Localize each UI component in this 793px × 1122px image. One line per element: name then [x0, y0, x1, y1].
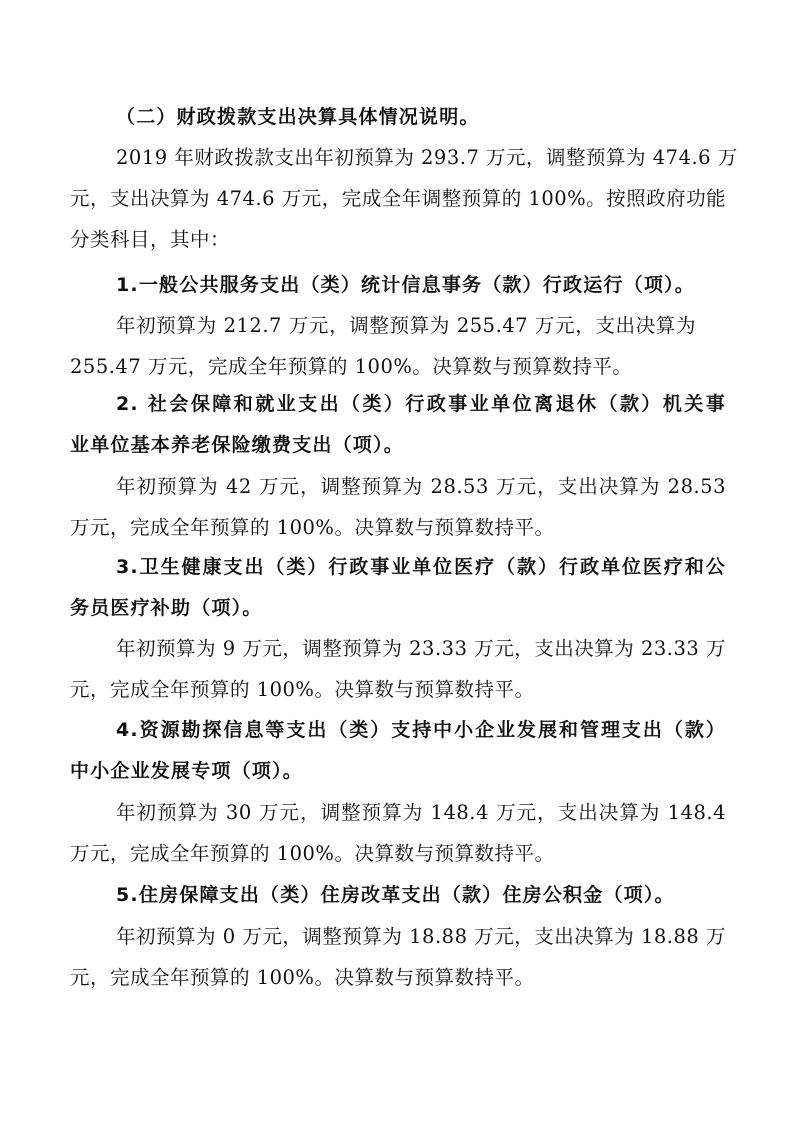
item-1-body-line-1: 年初预算为 212.7 万元，调整预算为 255.47 万元，支出决算为: [116, 314, 696, 337]
intro-line-2: 元，支出决算为 474.6 万元，完成全年调整预算的 100%。按照政府功能: [70, 187, 727, 210]
item-4-heading-line-1: 4.资源勘探信息等支出（类）支持中小企业发展和管理支出（款）: [116, 719, 726, 741]
item-2-body-line-2: 万元，完成全年预算的 100%。决算数与预算数持平。: [70, 516, 555, 539]
item-5-body-line-1: 年初预算为 0 万元，调整预算为 18.88 万元，支出决算为 18.88 万: [116, 925, 726, 948]
item-2-heading-line-2: 业单位基本养老保险缴费支出（项）。: [70, 434, 404, 456]
item-5-heading: 5.住房保障支出（类）住房改革支出（款）住房公积金（项）。: [116, 884, 675, 906]
item-3-body-line-2: 元，完成全年预算的 100%。决算数与预算数持平。: [70, 678, 535, 701]
item-3-heading-line-2: 务员医疗补助（项）。: [70, 597, 263, 619]
item-2-heading-line-1: 2. 社会保障和就业支出（类）行政事业单位离退休（款）机关事: [116, 393, 726, 415]
item-1-heading: 1.一般公共服务支出（类）统计信息事务（款）行政运行（项）。: [116, 274, 695, 296]
intro-line-3: 分类科目，其中：: [70, 228, 231, 251]
item-2-body-line-1: 年初预算为 42 万元，调整预算为 28.53 万元，支出决算为 28.53: [116, 475, 726, 498]
item-4-body-line-2: 万元，完成全年预算的 100%。决算数与预算数持平。: [70, 842, 555, 865]
item-4-body-line-1: 年初预算为 30 万元，调整预算为 148.4 万元，支出决算为 148.4: [116, 801, 726, 824]
item-1-body-line-2: 255.47 万元，完成全年预算的 100%。决算数与预算数持平。: [70, 355, 633, 378]
item-4-heading-line-2: 中小企业发展专项（项）。: [70, 760, 303, 782]
section-title: （二）财政拨款支出决算具体情况说明。: [116, 106, 480, 128]
item-3-body-line-1: 年初预算为 9 万元，调整预算为 23.33 万元，支出决算为 23.33 万: [116, 637, 726, 660]
intro-line-1: 2019 年财政拨款支出年初预算为 293.7 万元，调整预算为 474.6 万: [116, 146, 738, 169]
item-5-body-line-2: 元，完成全年预算的 100%。决算数与预算数持平。: [70, 966, 535, 989]
item-3-heading-line-1: 3.卫生健康支出（类）行政事业单位医疗（款）行政单位医疗和公: [116, 556, 726, 578]
